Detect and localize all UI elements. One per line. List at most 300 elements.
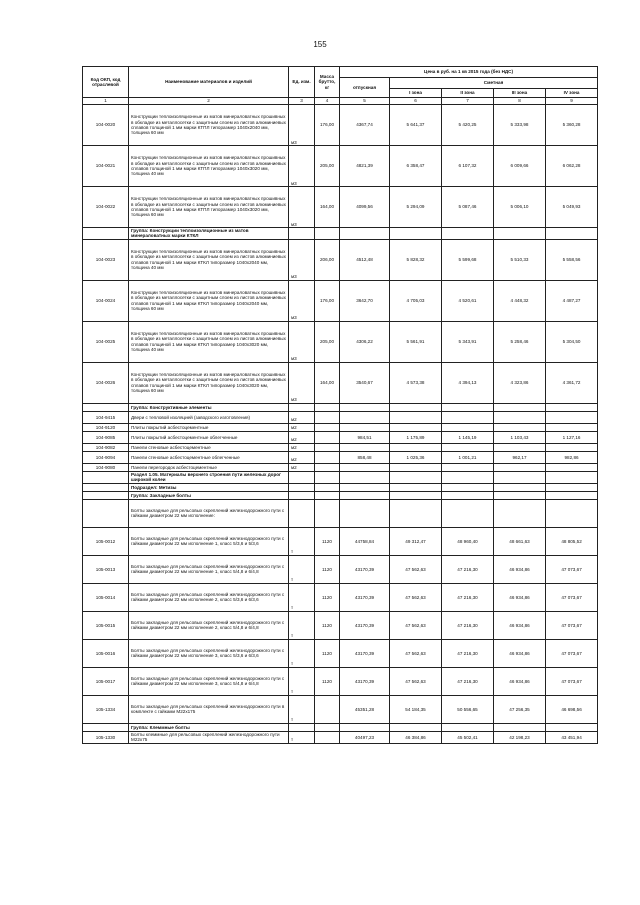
- name-cell: Конструкции теплоизоляционные из матов минераловатных прошивных в обкладке из металлосетки с защитным слоем из листов алюминиевых сплавов толщиной 1 мм марки КТКЛ типоразмер 1040х2040 мм, толщина 60 мм: [129, 280, 289, 321]
- empty-cell: [546, 491, 598, 499]
- table-row: [83, 611, 598, 639]
- mass-cell: [315, 443, 340, 451]
- name-cell: Болты закладные для рельсовых скреплений железнодорожного пути с гайками диаметром 22 мм исполнение 3, класс 5/3,6 и 6/3,6: [129, 639, 289, 667]
- unit-cell: т: [289, 667, 315, 695]
- name-cell: Болты закладные для рельсовых скреплений железнодорожного пути с гайками диаметром 22 мм исполнение 2, класс 5/4,8 и 6/4,8: [129, 611, 289, 639]
- name-cell: Болты клеммные для рельсовых скреплений железнодорожного пути М22х75: [129, 731, 289, 743]
- mass-cell: [315, 411, 340, 423]
- column-number: 2: [129, 98, 289, 105]
- code-cell: 105-0013: [83, 555, 129, 583]
- mass-cell: 1120: [315, 611, 340, 639]
- name-cell: Болты закладные для рельсовых скреплений железнодорожного пути с гайками диаметром 22 мм исполнение 3, класс 5/4,8 и 6/4,8: [129, 667, 289, 695]
- empty-cell: [546, 471, 598, 483]
- table-row: [83, 527, 598, 555]
- mass-cell: [315, 451, 340, 463]
- zone-price-cell: 5 828,32: [390, 239, 442, 280]
- empty-cell: [546, 403, 598, 411]
- zone-price-cell: 47 216,30: [442, 667, 494, 695]
- group-heading: Группа: Конструктивные элементы: [129, 403, 289, 411]
- zone-price-cell: 4 573,38: [390, 362, 442, 403]
- code-cell: 105-1330: [83, 731, 129, 743]
- unit-cell: м3: [289, 105, 315, 146]
- zone-price-cell: 46 934,86: [494, 667, 546, 695]
- empty-cell: [442, 483, 494, 491]
- name-cell: Конструкции теплоизоляционные из матов минераловатных прошивных в обкладке из металлосетки с защитным слоем из листов алюминиевых сплавов толщиной 1 мм марки КТКЛ типоразмер 1040х3020 мм, толщина 60 мм: [129, 362, 289, 403]
- zone-price-cell: [494, 463, 546, 471]
- zone-price-cell: 5 049,93: [546, 187, 598, 228]
- table-row: [83, 280, 598, 321]
- column-number: 9: [546, 98, 598, 105]
- zone-price-cell: 5 599,68: [442, 239, 494, 280]
- name-cell: Болты закладные для рельсовых скреплений железнодорожного пути с гайками диаметром 22 мм исполнение 1, класс 5/4,8 и 6/4,8: [129, 555, 289, 583]
- code-cell: [83, 471, 129, 483]
- zone-price-cell: [442, 411, 494, 423]
- unit-cell: т: [289, 527, 315, 555]
- name-cell: Панели стеновые асбестоцементные облегченные: [129, 451, 289, 463]
- zone-price-cell: 4 520,61: [442, 280, 494, 321]
- release-price-cell: [340, 463, 390, 471]
- mass-cell: 1120: [315, 639, 340, 667]
- mass-cell: [315, 695, 340, 723]
- code-cell: [83, 228, 129, 240]
- empty-cell: [442, 491, 494, 499]
- empty-cell: [390, 471, 442, 483]
- column-number: 3: [289, 98, 315, 105]
- code-cell: 104-9080: [83, 463, 129, 471]
- column-number-row: [83, 98, 598, 105]
- unit-cell: м3: [289, 280, 315, 321]
- release-price-cell: 44758,84: [340, 527, 390, 555]
- table-row: [83, 362, 598, 403]
- group-heading: Подраздел: Метизы: [129, 483, 289, 491]
- table-row: [83, 667, 598, 695]
- zone-price-cell: 43 451,94: [546, 731, 598, 743]
- group-heading: Группа: Закладные болты: [129, 491, 289, 499]
- table-row: [83, 411, 598, 423]
- release-price-cell: 45351,28: [340, 695, 390, 723]
- release-price-cell: 4821,39: [340, 146, 390, 187]
- empty-cell: [289, 228, 315, 240]
- zone-price-cell: [546, 423, 598, 431]
- zone-price-cell: 46 934,86: [494, 555, 546, 583]
- code-cell: 105-0014: [83, 583, 129, 611]
- mass-cell: 176,00: [315, 105, 340, 146]
- header-unit: Ед. изм.: [289, 67, 315, 98]
- zone-price-cell: 5 333,98: [494, 105, 546, 146]
- zone-price-cell: 5 006,10: [494, 187, 546, 228]
- unit-cell: т: [289, 695, 315, 723]
- code-cell: 104-9094: [83, 451, 129, 463]
- name-cell: Болты закладные для рельсовых скреплений железнодорожного пути с гайками диаметром 22 мм исполнение 2, класс 5/3,6 и 6/3,6: [129, 583, 289, 611]
- name-cell: Конструкции теплоизоляционные из матов минераловатных прошивных в обкладке из металлосетки с защитным слоем из листов алюминиевых сплавов толщиной 1 мм марки КТПЛ типоразмер 1040х2040 мм, толщина 60 мм: [129, 105, 289, 146]
- table-row: [83, 639, 598, 667]
- name-cell: Двери с тепловой изоляцией (заводского изготовления): [129, 411, 289, 423]
- empty-cell: [494, 228, 546, 240]
- header-name: Наименование материалов и изделий: [129, 67, 289, 98]
- mass-cell: [315, 423, 340, 431]
- unit-cell: м3: [289, 321, 315, 362]
- mass-cell: 1120: [315, 555, 340, 583]
- zone-price-cell: 47 216,30: [442, 611, 494, 639]
- zone-price-cell: 982,86: [546, 451, 598, 463]
- zone-price-cell: 4 361,72: [546, 362, 598, 403]
- release-price-cell: 43170,39: [340, 583, 390, 611]
- zone-price-cell: [390, 411, 442, 423]
- mass-cell: 164,00: [315, 187, 340, 228]
- unit-cell: т: [289, 639, 315, 667]
- name-cell: Плиты покрытий асбестоцементные облегченные: [129, 431, 289, 443]
- unit-cell: т: [289, 731, 315, 743]
- zone-price-cell: 48 960,40: [442, 527, 494, 555]
- empty-cell: [315, 403, 340, 411]
- zone-price-cell: 6 358,47: [390, 146, 442, 187]
- table-row: [83, 423, 598, 431]
- mass-cell: 1120: [315, 667, 340, 695]
- zone-price-cell: 47 562,63: [390, 639, 442, 667]
- zone-price-cell: 4 323,86: [494, 362, 546, 403]
- code-cell: 105-0015: [83, 611, 129, 639]
- code-cell: 104-9415: [83, 411, 129, 423]
- table-row: [83, 731, 598, 743]
- zone-price-cell: 50 556,65: [442, 695, 494, 723]
- release-price-cell: 984,51: [340, 431, 390, 443]
- code-cell: 105-0012: [83, 527, 129, 555]
- table-row: [83, 483, 598, 491]
- zone-price-cell: 47 216,30: [442, 639, 494, 667]
- empty-cell: [289, 483, 315, 491]
- zone-price-cell: 6 009,66: [494, 146, 546, 187]
- zone-price-cell: 54 184,35: [390, 695, 442, 723]
- column-number: 7: [442, 98, 494, 105]
- mass-cell: 1120: [315, 527, 340, 555]
- zone-price-cell: 5 304,50: [546, 321, 598, 362]
- header-row-1: [83, 67, 598, 78]
- zone-price-cell: 5 294,09: [390, 187, 442, 228]
- name-cell: Болты закладные для рельсовых скреплений железнодорожного пути с гайками диаметром 22 мм исполнение 1, класс 5/3,6 и 5/3,6: [129, 527, 289, 555]
- table-row: [83, 491, 598, 499]
- table-row: [83, 403, 598, 411]
- release-price-cell: 4367,74: [340, 105, 390, 146]
- mass-cell: [315, 463, 340, 471]
- name-cell: Конструкции теплоизоляционные из матов минераловатных прошивных в обкладке из металлосетки с защитным слоем из листов алюминиевых сплавов толщиной 1 мм марки КТПЛ типоразмер 1040х3020 мм, толщина 60 мм: [129, 187, 289, 228]
- zone-price-cell: 47 562,63: [390, 555, 442, 583]
- code-cell: 104-0022: [83, 187, 129, 228]
- zone-price-cell: 45 502,41: [442, 731, 494, 743]
- zone-price-cell: 5 561,91: [390, 321, 442, 362]
- zone-price-cell: 47 216,30: [442, 555, 494, 583]
- zone-price-cell: [494, 423, 546, 431]
- release-price-cell: 40497,23: [340, 731, 390, 743]
- release-price-cell: 4099,56: [340, 187, 390, 228]
- column-number: 5: [340, 98, 390, 105]
- mass-cell: 164,00: [315, 362, 340, 403]
- empty-cell: [340, 228, 390, 240]
- table-row: [83, 471, 598, 483]
- release-price-cell: 3540,67: [340, 362, 390, 403]
- zone-price-cell: 46 934,86: [494, 611, 546, 639]
- mass-cell: 205,00: [315, 146, 340, 187]
- zone-price-cell: [390, 463, 442, 471]
- group-heading: Группа: Конструкции теплоизоляционные из матов минераловатных марки КТКЛ: [129, 228, 289, 240]
- zone-price-cell: 49 312,47: [390, 527, 442, 555]
- empty-cell: [546, 228, 598, 240]
- zone-price-cell: [390, 499, 442, 527]
- empty-cell: [442, 228, 494, 240]
- unit-cell: м2: [289, 463, 315, 471]
- zone-price-cell: 46 698,56: [546, 695, 598, 723]
- code-cell: 104-0023: [83, 239, 129, 280]
- empty-cell: [390, 491, 442, 499]
- zone-price-cell: 962,17: [494, 451, 546, 463]
- release-price-cell: 43170,39: [340, 667, 390, 695]
- zone-price-cell: 5 641,37: [390, 105, 442, 146]
- zone-price-cell: 4 448,32: [494, 280, 546, 321]
- empty-cell: [289, 403, 315, 411]
- table-row: [83, 555, 598, 583]
- table-row: [83, 499, 598, 527]
- empty-cell: [390, 483, 442, 491]
- mass-cell: 1120: [315, 583, 340, 611]
- price-table: [82, 66, 598, 744]
- release-price-cell: 3642,70: [340, 280, 390, 321]
- zone-price-cell: [390, 443, 442, 451]
- mass-cell: [315, 431, 340, 443]
- unit-cell: т: [289, 611, 315, 639]
- header-zone-4: IV зона: [546, 89, 598, 98]
- unit-cell: т: [289, 583, 315, 611]
- header-mass: Масса брутто, кг: [315, 67, 340, 98]
- zone-price-cell: 47 073,67: [546, 639, 598, 667]
- column-number: 8: [494, 98, 546, 105]
- empty-cell: [390, 723, 442, 731]
- empty-cell: [494, 483, 546, 491]
- column-number: 1: [83, 98, 129, 105]
- table-row: [83, 431, 598, 443]
- empty-cell: [315, 723, 340, 731]
- table-row: [83, 187, 598, 228]
- empty-cell: [546, 483, 598, 491]
- unit-cell: м2: [289, 431, 315, 443]
- release-price-cell: [340, 423, 390, 431]
- zone-price-cell: [494, 443, 546, 451]
- mass-cell: [315, 731, 340, 743]
- zone-price-cell: 47 073,67: [546, 583, 598, 611]
- header-zone-1: I зона: [390, 89, 442, 98]
- unit-cell: [289, 499, 315, 527]
- zone-price-cell: 5 087,46: [442, 187, 494, 228]
- zone-price-cell: 47 216,30: [442, 583, 494, 611]
- zone-price-cell: 46 934,86: [494, 639, 546, 667]
- zone-price-cell: 6 062,28: [546, 146, 598, 187]
- name-cell: Панели стеновые асбестоцементные: [129, 443, 289, 451]
- unit-cell: м3: [289, 239, 315, 280]
- zone-price-cell: [494, 411, 546, 423]
- code-cell: 104-9120: [83, 423, 129, 431]
- zone-price-cell: 5 343,91: [442, 321, 494, 362]
- zone-price-cell: [442, 443, 494, 451]
- table-row: [83, 695, 598, 723]
- empty-cell: [390, 228, 442, 240]
- table-row: [83, 451, 598, 463]
- table-row: [83, 443, 598, 451]
- table-row: [83, 239, 598, 280]
- zone-price-cell: 46 934,86: [494, 583, 546, 611]
- code-cell: [83, 403, 129, 411]
- release-price-cell: 43170,39: [340, 639, 390, 667]
- zone-price-cell: 42 198,23: [494, 731, 546, 743]
- table-row: [83, 583, 598, 611]
- unit-cell: м2: [289, 411, 315, 423]
- code-cell: 104-0021: [83, 146, 129, 187]
- unit-cell: м2: [289, 443, 315, 451]
- name-cell: Конструкции теплоизоляционные из матов минераловатных прошивных в обкладке из металлосетки с защитным слоем из листов алюминиевых сплавов толщиной 1 мм марки КТКЛ типоразмер 1040х3020 мм, толщина 40 мм: [129, 321, 289, 362]
- zone-price-cell: 47 562,63: [390, 583, 442, 611]
- zone-price-cell: [546, 499, 598, 527]
- name-cell: Панели перегородок асбестоцементные: [129, 463, 289, 471]
- zone-price-cell: 47 562,63: [390, 611, 442, 639]
- zone-price-cell: 47 073,67: [546, 555, 598, 583]
- mass-cell: 205,00: [315, 321, 340, 362]
- zone-price-cell: 48 661,63: [494, 527, 546, 555]
- header-code: Код ОКП, код отраслевой: [83, 67, 129, 98]
- name-cell: Конструкции теплоизоляционные из матов минераловатных прошивных в обкладке из металлосетки с защитным слоем из листов алюминиевых сплавов толщиной 1 мм марки КТПЛ типоразмер 1040х3020 мм, толщина 40 мм: [129, 146, 289, 187]
- column-number: 6: [390, 98, 442, 105]
- unit-cell: м2: [289, 423, 315, 431]
- zone-price-cell: 4 394,13: [442, 362, 494, 403]
- empty-cell: [494, 723, 546, 731]
- empty-cell: [442, 471, 494, 483]
- zone-price-cell: 1 025,36: [390, 451, 442, 463]
- release-price-cell: 43170,39: [340, 611, 390, 639]
- code-cell: 104-0024: [83, 280, 129, 321]
- table-row: [83, 463, 598, 471]
- unit-cell: м3: [289, 187, 315, 228]
- header-zone-3: III зона: [494, 89, 546, 98]
- code-cell: 105-0017: [83, 667, 129, 695]
- empty-cell: [494, 471, 546, 483]
- empty-cell: [315, 483, 340, 491]
- empty-cell: [340, 491, 390, 499]
- zone-price-cell: [442, 423, 494, 431]
- release-price-cell: 4512,48: [340, 239, 390, 280]
- table-row: [83, 321, 598, 362]
- table-row: [83, 228, 598, 240]
- code-cell: 104-0020: [83, 105, 129, 146]
- mass-cell: 176,00: [315, 280, 340, 321]
- zone-price-cell: 1 175,89: [390, 431, 442, 443]
- zone-price-cell: [546, 411, 598, 423]
- header-release: отпускная: [340, 78, 390, 98]
- empty-cell: [340, 723, 390, 731]
- zone-price-cell: 5 360,28: [546, 105, 598, 146]
- code-cell: 105-0016: [83, 639, 129, 667]
- mass-cell: [315, 499, 340, 527]
- zone-price-cell: 1 103,43: [494, 431, 546, 443]
- release-price-cell: [340, 443, 390, 451]
- release-price-cell: 4306,22: [340, 321, 390, 362]
- release-price-cell: 43170,39: [340, 555, 390, 583]
- zone-price-cell: 6 107,32: [442, 146, 494, 187]
- zone-price-cell: [442, 463, 494, 471]
- header-zone-2: II зона: [442, 89, 494, 98]
- zone-price-cell: 47 073,67: [546, 667, 598, 695]
- zone-price-cell: 5 258,46: [494, 321, 546, 362]
- zone-price-cell: 5 558,56: [546, 239, 598, 280]
- name-cell: Болты закладные для рельсовых скреплений железнодорожного пути с гайками диаметром 22 мм исполнение:: [129, 499, 289, 527]
- column-number: 4: [315, 98, 340, 105]
- table-row: [83, 146, 598, 187]
- empty-cell: [340, 483, 390, 491]
- unit-cell: т: [289, 555, 315, 583]
- empty-cell: [390, 403, 442, 411]
- release-price-cell: [340, 499, 390, 527]
- header-price-group: Цена в руб. на 1 кв 2015 года (без НДС): [340, 67, 598, 78]
- empty-cell: [442, 723, 494, 731]
- empty-cell: [340, 471, 390, 483]
- zone-price-cell: [390, 423, 442, 431]
- zone-price-cell: [442, 499, 494, 527]
- zone-price-cell: 48 805,52: [546, 527, 598, 555]
- code-cell: 104-0025: [83, 321, 129, 362]
- zone-price-cell: 47 562,63: [390, 667, 442, 695]
- zone-price-cell: 1 001,21: [442, 451, 494, 463]
- code-cell: [83, 483, 129, 491]
- zone-price-cell: 46 384,86: [390, 731, 442, 743]
- zone-price-cell: 1 145,19: [442, 431, 494, 443]
- empty-cell: [315, 491, 340, 499]
- unit-cell: м3: [289, 362, 315, 403]
- code-cell: [83, 491, 129, 499]
- empty-cell: [546, 723, 598, 731]
- zone-price-cell: 47 073,67: [546, 611, 598, 639]
- table-row: [83, 723, 598, 731]
- empty-cell: [494, 403, 546, 411]
- code-cell: 104-9082: [83, 443, 129, 451]
- empty-cell: [315, 471, 340, 483]
- unit-cell: м2: [289, 451, 315, 463]
- zone-price-cell: [494, 499, 546, 527]
- unit-cell: м3: [289, 146, 315, 187]
- mass-cell: 206,00: [315, 239, 340, 280]
- page-number: 155: [313, 40, 327, 49]
- code-cell: [83, 723, 129, 731]
- empty-cell: [340, 403, 390, 411]
- code-cell: 104-9085: [83, 431, 129, 443]
- code-cell: 105-1334: [83, 695, 129, 723]
- zone-price-cell: [546, 443, 598, 451]
- empty-cell: [315, 228, 340, 240]
- zone-price-cell: 1 127,16: [546, 431, 598, 443]
- header-estimate: Сметная: [390, 78, 598, 89]
- release-price-cell: 858,48: [340, 451, 390, 463]
- empty-cell: [494, 491, 546, 499]
- name-cell: Болты закладные для рельсовых скреплений железнодорожного пути в комплекте с гайками М22х175: [129, 695, 289, 723]
- zone-price-cell: [546, 463, 598, 471]
- empty-cell: [442, 403, 494, 411]
- zone-price-cell: 5 420,25: [442, 105, 494, 146]
- empty-cell: [289, 491, 315, 499]
- zone-price-cell: 4 705,03: [390, 280, 442, 321]
- zone-price-cell: 47 256,35: [494, 695, 546, 723]
- code-cell: 104-0026: [83, 362, 129, 403]
- group-heading: Группа: Клеммные болты: [129, 723, 289, 731]
- release-price-cell: [340, 411, 390, 423]
- zone-price-cell: 5 510,33: [494, 239, 546, 280]
- section-heading: Раздел 1.05. Материалы верхнего строения пути железных дорог широкой колеи: [129, 471, 289, 483]
- name-cell: Плиты покрытий асбестоцементные: [129, 423, 289, 431]
- empty-cell: [289, 471, 315, 483]
- table-row: [83, 105, 598, 146]
